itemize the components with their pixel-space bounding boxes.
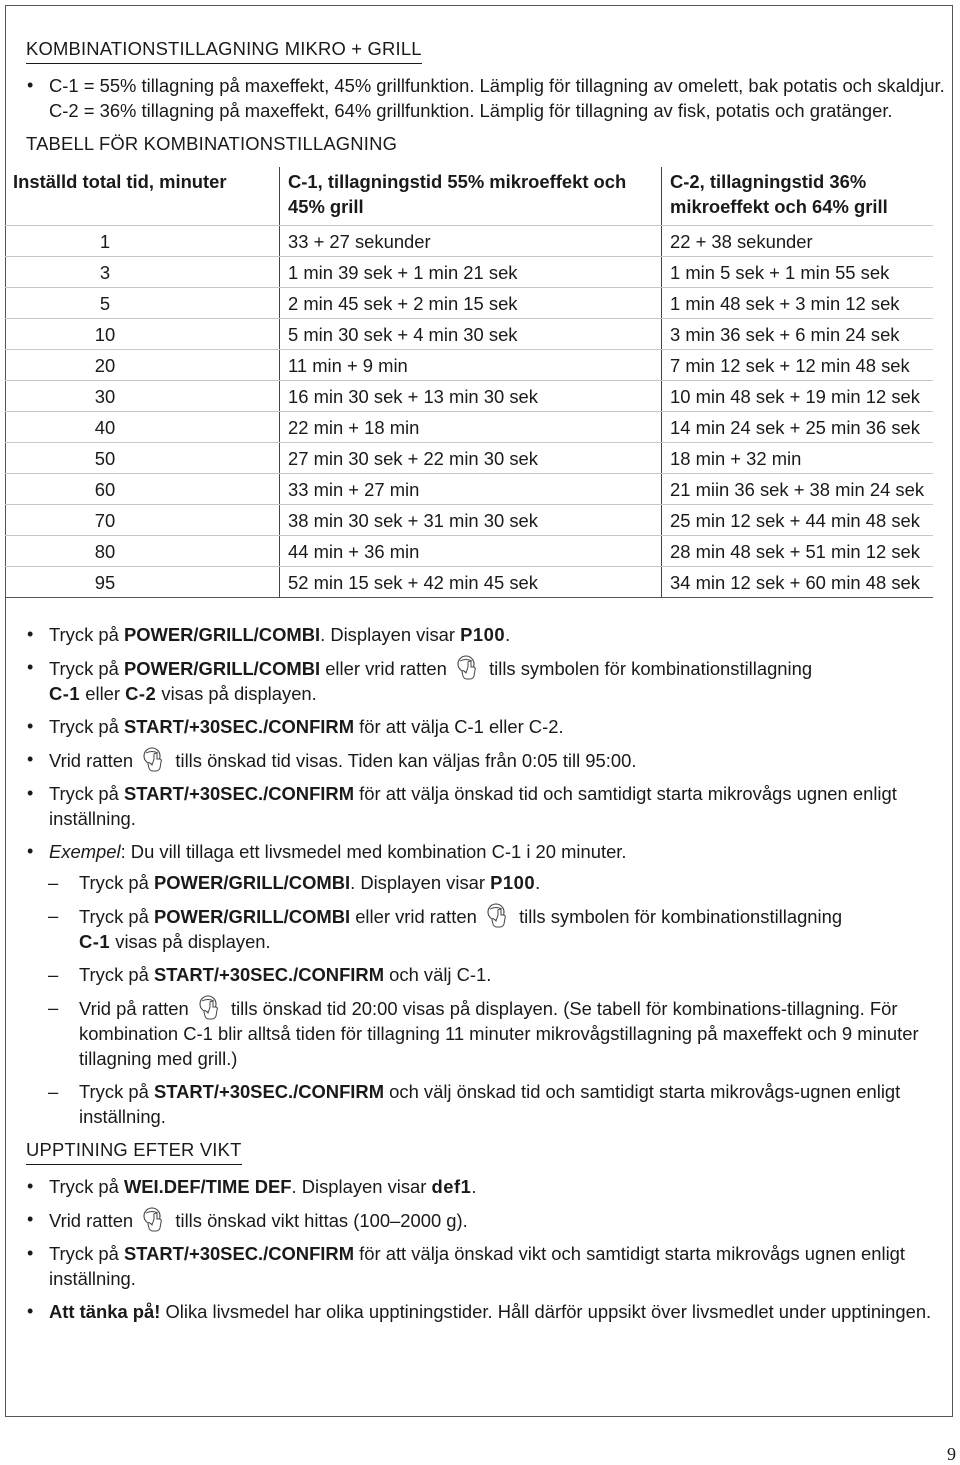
text: Vrid på ratten xyxy=(79,998,194,1019)
table-cell-c2: 22 + 38 sekunder xyxy=(662,226,934,257)
list-item xyxy=(26,1079,946,1129)
display-code: P100 xyxy=(490,872,536,893)
table-row xyxy=(5,319,933,350)
table-cell-c2: 1 min 5 sek + 1 min 55 sek xyxy=(662,257,934,288)
text: : Du vill tillaga ett livsmedel med kombination C-1 i 20 minuter. xyxy=(120,841,627,862)
list-item xyxy=(26,1207,946,1233)
text: Vrid ratten xyxy=(49,750,139,771)
table-cell-c1: 44 min + 36 min xyxy=(280,536,662,567)
key-label: WEI.DEF/TIME DEF xyxy=(123,1176,292,1197)
text: för att välja önskad vikt och samtidigt starta mikrovågs ugnen enligt inställning. xyxy=(49,1243,905,1289)
table-row xyxy=(5,474,933,505)
key-label: START/+30SEC./CONFIRM xyxy=(153,964,385,985)
list-item xyxy=(26,962,946,987)
text: Tryck på xyxy=(49,624,124,645)
text: Tryck på xyxy=(49,1176,124,1197)
table-cell-c1: 33 + 27 sekunder xyxy=(280,226,662,257)
table-cell-minutes: 80 xyxy=(5,536,280,567)
table-cell-minutes: 20 xyxy=(5,350,280,381)
key-label: POWER/GRILL/COMBI xyxy=(153,906,351,927)
combination-table xyxy=(5,167,933,598)
table-row xyxy=(5,288,933,319)
list-item xyxy=(26,1241,946,1291)
key-label: POWER/GRILL/COMBI xyxy=(123,624,321,645)
combo-description-list xyxy=(26,73,946,123)
section-heading-combo: KOMBINATIONSTILLAGNING MIKRO + GRILL xyxy=(26,36,422,64)
table-row xyxy=(5,226,933,257)
table-cell-c1: 5 min 30 sek + 4 min 30 sek xyxy=(280,319,662,350)
table-cell-c1: 27 min 30 sek + 22 min 30 sek xyxy=(280,443,662,474)
table-cell-c1: 33 min + 27 min xyxy=(280,474,662,505)
table-cell-c2: 14 min 24 sek + 25 min 36 sek xyxy=(662,412,934,443)
example-steps-list xyxy=(26,870,946,1129)
table-cell-minutes: 3 xyxy=(5,257,280,288)
text: . Displayen visar xyxy=(350,872,491,893)
table-cell-minutes: 50 xyxy=(5,443,280,474)
table-cell-c2: 34 min 12 sek + 60 min 48 sek xyxy=(662,567,934,598)
defrost-steps-list xyxy=(26,1174,946,1324)
list-item xyxy=(26,73,946,123)
text: . xyxy=(471,1176,477,1197)
text: tills symbolen för kombinationstillagning xyxy=(483,658,813,679)
text: visas på displayen. xyxy=(156,683,317,704)
table-cell-minutes: 1 xyxy=(5,226,280,257)
table-row xyxy=(5,412,933,443)
list-item xyxy=(26,995,946,1071)
text: Tryck på xyxy=(79,906,154,927)
list-item xyxy=(26,839,946,864)
table-cell-c1: 16 min 30 sek + 13 min 30 sek xyxy=(280,381,662,412)
table-cell-c1: 38 min 30 sek + 31 min 30 sek xyxy=(280,505,662,536)
table-cell-c2: 1 min 48 sek + 3 min 12 sek xyxy=(662,288,934,319)
text: tills önskad tid 20:00 visas på displayen. (Se tabell för kombinations-tillagning. För kombination C-1 blir alltså tiden för tillagning 11 minuter mikrovågstillagning på maxeffekt och 9 minuter tillagning med grill.) xyxy=(79,998,919,1069)
table-cell-c1: 52 min 15 sek + 42 min 45 sek xyxy=(280,567,662,598)
key-label: START/+30SEC./CONFIRM xyxy=(123,1243,355,1264)
list-item xyxy=(26,714,946,739)
rotary-knob-hand-icon xyxy=(140,1207,168,1233)
rotary-knob-hand-icon xyxy=(140,747,168,773)
table-cell-c2: 10 min 48 sek + 19 min 12 sek xyxy=(662,381,934,412)
list-item xyxy=(26,1174,946,1199)
display-code: C-1 xyxy=(79,931,111,952)
text: tills önskad vikt hittas (100–2000 g). xyxy=(170,1210,468,1231)
text: och välj C-1. xyxy=(384,964,492,985)
table-row xyxy=(5,257,933,288)
table-cell-c1: 2 min 45 sek + 2 min 15 sek xyxy=(280,288,662,319)
page-content xyxy=(13,36,946,1332)
table-cell-minutes: 60 xyxy=(5,474,280,505)
key-label: POWER/GRILL/COMBI xyxy=(123,658,321,679)
text: Tryck på xyxy=(49,658,124,679)
table-cell-c2: 18 min + 32 min xyxy=(662,443,934,474)
steps-list xyxy=(26,622,946,864)
table-cell-minutes: 95 xyxy=(5,567,280,598)
table-cell-minutes: 10 xyxy=(5,319,280,350)
text: Tryck på xyxy=(49,1243,124,1264)
table-header-c2: C-2, tillagningstid 36% mikroeffekt och 64% grill xyxy=(662,167,934,226)
text: för att välja C-1 eller C-2. xyxy=(354,716,564,737)
text: och välj önskad tid och samtidigt starta mikrovågs-ugnen enligt inställning. xyxy=(79,1081,901,1127)
text: tills önskad tid visas. Tiden kan väljas från 0:05 till 95:00. xyxy=(170,750,637,771)
text: eller vrid ratten xyxy=(320,658,452,679)
text: . xyxy=(535,872,541,893)
list-item xyxy=(26,655,946,706)
table-header-total-time: Inställd total tid, minuter xyxy=(5,167,280,226)
table-title: TABELL FÖR KOMBINATIONSTILLAGNING xyxy=(26,133,398,154)
note-label: Att tänka på! xyxy=(49,1301,161,1322)
key-label: START/+30SEC./CONFIRM xyxy=(153,1081,385,1102)
text: eller xyxy=(80,683,126,704)
table-cell-c2: 28 min 48 sek + 51 min 12 sek xyxy=(662,536,934,567)
table-row xyxy=(5,536,933,567)
section-heading-defrost: UPPTINING EFTER VIKT xyxy=(26,1137,242,1165)
table-row xyxy=(5,381,933,412)
text: Olika livsmedel har olika upptiningstider. Håll därför uppsikt över livsmedlet under upptiningen. xyxy=(160,1301,932,1322)
table-cell-minutes: 5 xyxy=(5,288,280,319)
c2-description: C-2 = 36% tillagning på maxeffekt, 64% grillfunktion. Lämplig för tillagning av fisk, potatis och gratänger. xyxy=(49,100,893,121)
table-row xyxy=(5,443,933,474)
table-cell-c2: 3 min 36 sek + 6 min 24 sek xyxy=(662,319,934,350)
text: Tryck på xyxy=(79,872,154,893)
text: . Displayen visar xyxy=(291,1176,432,1197)
text: Tryck på xyxy=(49,716,124,737)
list-item xyxy=(26,903,946,954)
key-label: START/+30SEC./CONFIRM xyxy=(123,716,355,737)
text: Vrid ratten xyxy=(49,1210,139,1231)
table-row xyxy=(5,567,933,598)
list-item xyxy=(26,747,946,773)
table-row xyxy=(5,350,933,381)
rotary-knob-hand-icon xyxy=(484,903,512,929)
list-item xyxy=(26,870,946,895)
text: Tryck på xyxy=(79,1081,154,1102)
text: visas på displayen. xyxy=(110,931,271,952)
page-number: 9 xyxy=(947,1444,956,1464)
key-label: POWER/GRILL/COMBI xyxy=(153,872,351,893)
rotary-knob-hand-icon xyxy=(196,995,224,1021)
list-item xyxy=(26,781,946,831)
text: tills symbolen för kombinationstillagning xyxy=(513,906,843,927)
table-cell-c2: 21 miin 36 sek + 38 min 24 sek xyxy=(662,474,934,505)
table-cell-c1: 1 min 39 sek + 1 min 21 sek xyxy=(280,257,662,288)
text: Tryck på xyxy=(49,783,124,804)
text: . xyxy=(505,624,511,645)
table-cell-c2: 25 min 12 sek + 44 min 48 sek xyxy=(662,505,934,536)
list-item xyxy=(26,622,946,647)
display-code: C-2 xyxy=(125,683,157,704)
list-item xyxy=(26,1299,946,1324)
c1-description: C-1 = 55% tillagning på maxeffekt, 45% grillfunktion. Lämplig för tillagning av omelett, bak potatis och skaldjur. xyxy=(49,75,945,96)
table-header-c1: C-1, tillagningstid 55% mikroeffekt och 45% grill xyxy=(280,167,662,226)
table-cell-c2: 7 min 12 sek + 12 min 48 sek xyxy=(662,350,934,381)
text: eller vrid ratten xyxy=(350,906,482,927)
table-row xyxy=(5,505,933,536)
rotary-knob-hand-icon xyxy=(454,655,482,681)
text: för att välja önskad tid och samtidigt starta mikrovågs ugnen enligt inställning. xyxy=(49,783,897,829)
display-code: C-1 xyxy=(49,683,81,704)
example-label: Exempel xyxy=(49,841,121,862)
display-code: P100 xyxy=(460,624,506,645)
table-cell-c1: 11 min + 9 min xyxy=(280,350,662,381)
key-label: START/+30SEC./CONFIRM xyxy=(123,783,355,804)
table-cell-minutes: 70 xyxy=(5,505,280,536)
display-code: def1 xyxy=(431,1176,472,1197)
table-cell-minutes: 30 xyxy=(5,381,280,412)
text: . Displayen visar xyxy=(320,624,461,645)
text: Tryck på xyxy=(79,964,154,985)
table-cell-minutes: 40 xyxy=(5,412,280,443)
table-cell-c1: 22 min + 18 min xyxy=(280,412,662,443)
